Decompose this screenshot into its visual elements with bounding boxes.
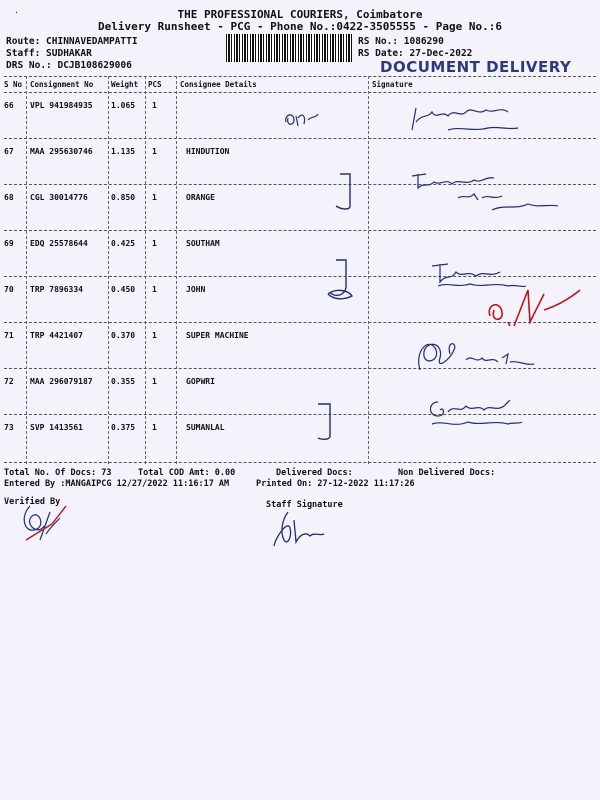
tick-mark [322, 256, 358, 304]
row-pcs: 1 [152, 193, 157, 202]
verified-by-label: Verified By [4, 497, 61, 507]
row-pcs: 1 [152, 101, 157, 110]
row-divider [4, 230, 596, 231]
handwritten-signature [410, 330, 540, 378]
col-consignee: Consignee Details [180, 80, 257, 89]
rs-number: RS No.: 1086290 [358, 36, 444, 47]
row-consignee: SOUTHAM [186, 239, 220, 248]
row-sno: 69 [4, 239, 14, 248]
row-consignment: CGL 30014776 [30, 193, 88, 202]
col-sno: S No [4, 80, 23, 89]
row-pcs: 1 [152, 331, 157, 340]
col-signature: Signature [372, 80, 413, 89]
handwritten-signature [408, 100, 528, 140]
verified-by-signature [10, 496, 70, 546]
runsheet-subtitle: Delivery Runsheet - PCG - Phone No.:0422-3505555 - Page No.:6 [98, 20, 502, 33]
row-sno: 73 [4, 423, 14, 432]
tick-mark [330, 170, 360, 212]
staff-signature-label: Staff Signature [266, 500, 343, 510]
row-sno: 66 [4, 101, 14, 110]
barcode [226, 34, 352, 62]
row-consignee: ORANGE [186, 193, 215, 202]
total-docs: Total No. Of Docs: 73 [4, 468, 112, 478]
staff-signature [270, 506, 330, 550]
row-weight: 0.425 [111, 239, 136, 248]
table-bottom-rule [4, 462, 596, 463]
drs-number: DRS No.: DCJB108629006 [6, 60, 132, 71]
total-cod: Total COD Amt: 0.00 [138, 468, 236, 478]
corner-mark: . [14, 6, 19, 15]
row-consignment: TRP 7896334 [30, 285, 83, 294]
row-pcs: 1 [152, 285, 157, 294]
row-weight: 1.135 [111, 147, 136, 156]
row-consignee: HINDUTION [186, 147, 230, 156]
row-consignment: VPL 941984935 [30, 101, 93, 110]
tick-mark [312, 400, 342, 444]
table-top-rule [4, 76, 596, 77]
handwritten-signature [282, 108, 322, 132]
row-pcs: 1 [152, 239, 157, 248]
row-weight: 0.850 [111, 193, 136, 202]
column-divider [145, 76, 146, 464]
row-pcs: 1 [152, 377, 157, 386]
document-delivery-stamp: DOCUMENT DELIVERY [380, 58, 572, 76]
row-weight: 0.370 [111, 331, 136, 340]
courier-title: THE PROFESSIONAL COURIERS, Coimbatore [177, 8, 423, 21]
row-consignment: MAA 295630746 [30, 147, 93, 156]
row-consignment: SVP 1413561 [30, 423, 83, 432]
non-delivered-docs: Non Delivered Docs: [398, 468, 496, 478]
printed-on: Printed On: 27-12-2022 11:17:26 [256, 479, 415, 489]
row-weight: 0.355 [111, 377, 136, 386]
handwritten-signature [408, 164, 568, 214]
row-consignment: EDQ 25578644 [30, 239, 88, 248]
row-consignment: MAA 296079187 [30, 377, 93, 386]
row-sno: 67 [4, 147, 14, 156]
rs-date: RS Date: 27-Dec-2022 [358, 48, 473, 59]
column-divider [176, 76, 177, 464]
header-rule [4, 92, 596, 93]
col-consignment: Consignment No [30, 80, 94, 89]
row-sno: 72 [4, 377, 14, 386]
row-sno: 71 [4, 331, 14, 340]
row-consignment: TRP 4421407 [30, 331, 83, 340]
handwritten-signature [424, 392, 524, 432]
delivered-docs: Delivered Docs: [276, 468, 353, 478]
row-consignee: SUMANLAL [186, 423, 225, 432]
entered-by: Entered By :MANGAIPCG 12/27/2022 11:16:17 AM [4, 479, 230, 489]
column-divider [108, 76, 109, 464]
row-pcs: 1 [152, 423, 157, 432]
route-label: Route: CHINNAVEDAMPATTI [6, 36, 138, 47]
staff-label: Staff: SUDHAKAR [6, 48, 92, 59]
row-sno: 68 [4, 193, 14, 202]
column-divider [368, 76, 369, 464]
row-weight: 0.450 [111, 285, 136, 294]
row-consignee: JOHN [186, 285, 206, 294]
row-weight: 1.065 [111, 101, 136, 110]
row-pcs: 1 [152, 147, 157, 156]
red-ink-signature [484, 286, 584, 334]
row-weight: 0.375 [111, 423, 136, 432]
col-weight: Weight [111, 80, 139, 89]
column-divider [26, 76, 27, 464]
row-consignee: SUPER MACHINE [186, 331, 249, 340]
row-sno: 70 [4, 285, 14, 294]
col-pcs: PCS [148, 80, 162, 89]
row-consignee: GOPWRI [186, 377, 215, 386]
